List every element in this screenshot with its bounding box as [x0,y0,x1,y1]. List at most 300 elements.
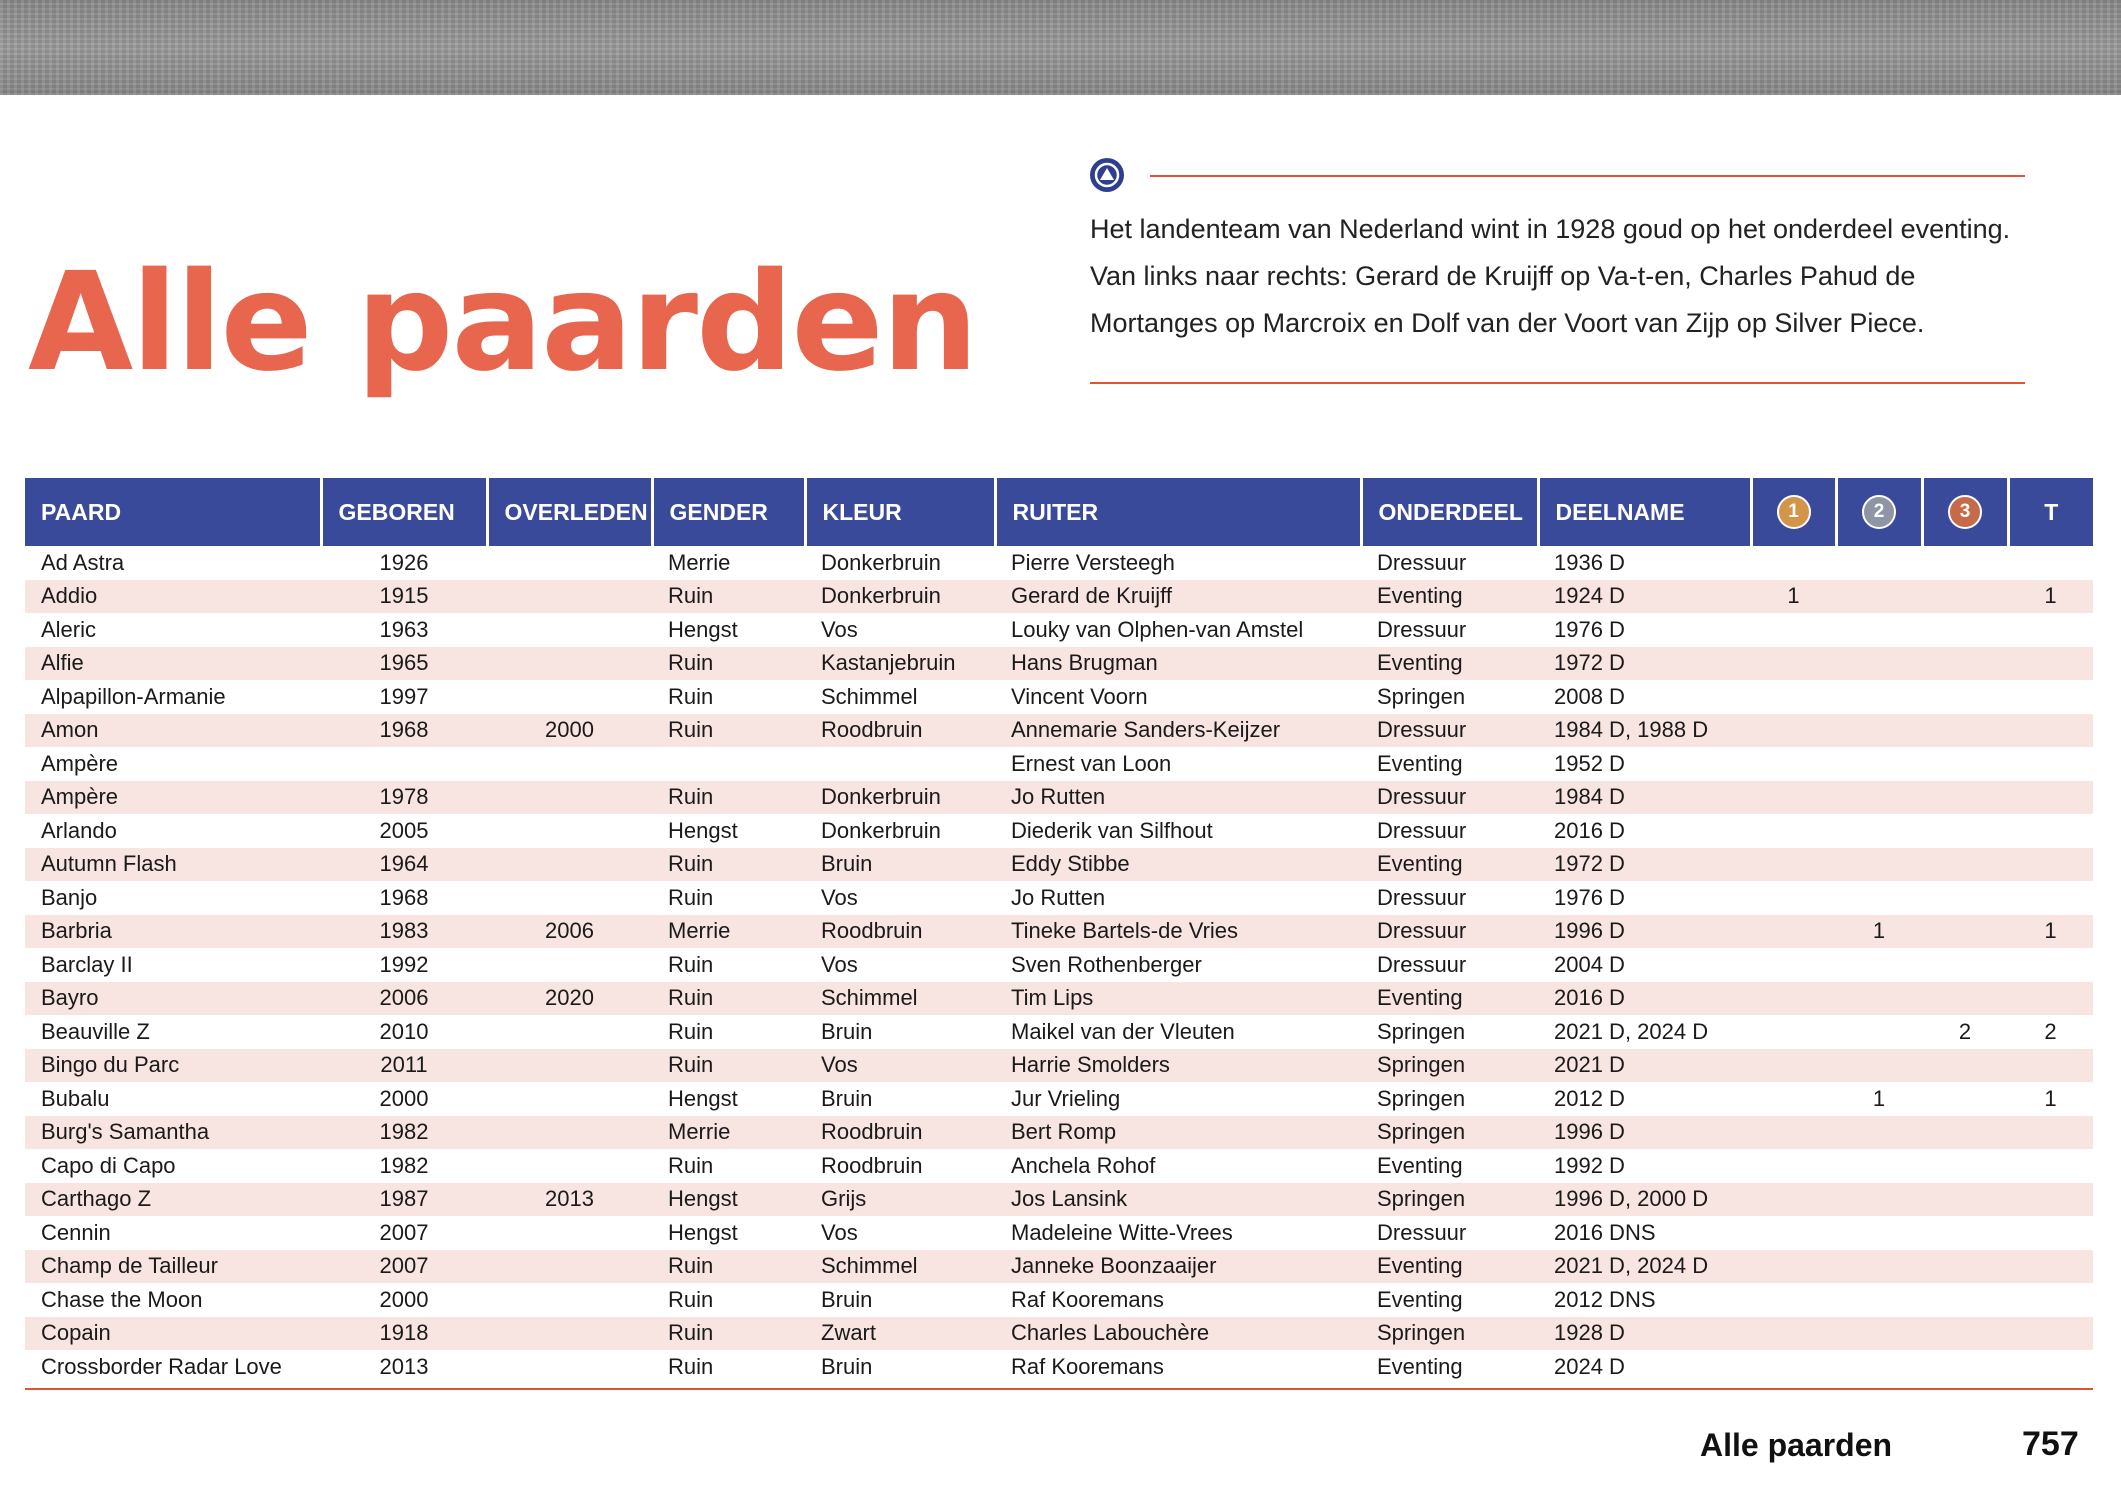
cell-gender: Ruin [668,683,714,709]
cell-ruiter: Janneke Boonzaaijer [995,1250,1361,1284]
cell-deelname: 1952 D [1554,750,1625,776]
table-row [25,781,2093,815]
cell-geboren: 1963 [379,616,429,642]
cell-totaal [2008,546,2093,580]
cell-ruiter: Gerard de Kruijff [995,580,1361,614]
cell-kleur: Zwart [805,1317,995,1351]
cell-brons [1922,647,2008,681]
footer-section-label: Alle paarden [1700,1427,1893,1463]
cell-geboren: 1968 [379,884,429,910]
cell-kleur: Roodbruin [821,1152,923,1178]
cell-kleur: Bruin [821,1085,873,1111]
cell-brons [1922,1183,2008,1217]
cell-paard: Alfie [25,647,321,681]
cell-totaal: 1 [2044,1085,2057,1111]
cell-paard: Carthago Z [25,1183,321,1217]
cell-kleur: Vos [805,1049,995,1083]
cell-goud [1751,948,1836,982]
cell-geboren: 1978 [321,781,487,815]
cell-ruiter: Pierre Versteegh [1011,549,1175,575]
cell-onderdeel: Springen [1377,683,1466,709]
cell-overleden [487,613,652,647]
cell-zilver [1836,647,1922,681]
cell-ruiter: Maikel van der Vleuten [1011,1018,1235,1044]
cell-kleur: Bruin [821,1018,873,1044]
cell-deelname: 1976 D [1554,884,1625,910]
cell-brons [1922,1216,2008,1250]
cell-zilver [1836,613,1922,647]
cell-onderdeel: Springen [1361,1317,1538,1351]
cell-brons [1922,948,2008,982]
cell-deelname: 2012 DNS [1554,1286,1656,1312]
cell-brons [1922,1149,2008,1183]
caption-rule-top [1150,175,2025,177]
cell-goud [1751,1116,1836,1150]
cell-zilver [1836,1015,1922,1049]
cell-onderdeel: Dressuur [1377,1219,1467,1245]
cell-ruiter: Ernest van Loon [1011,750,1172,776]
cell-overleden [487,1149,652,1183]
table-row [25,1216,2093,1250]
cell-goud [1751,714,1836,748]
cell-brons [1922,1082,2008,1116]
table-row [25,546,2093,580]
table-row [25,714,2093,748]
cell-gender: Merrie [652,915,805,949]
cell-onderdeel: Eventing [1361,982,1538,1016]
cell-geboren: 1982 [379,1152,429,1178]
cell-gender: Hengst [668,817,738,843]
cell-overleden [487,814,652,848]
horses-table [25,478,2093,1384]
cell-paard: Addio [25,580,321,614]
cell-overleden [487,1116,652,1150]
cell-kleur: Vos [821,951,858,977]
header-total: T [2008,478,2093,546]
page-number: 757 [2022,1425,2079,1463]
cell-geboren: 1915 [321,580,487,614]
cell-onderdeel: Dressuur [1361,781,1538,815]
cell-paard: Cennin [41,1219,111,1245]
header-gold-medal [1751,478,1836,546]
cell-brons [1922,1350,2008,1384]
cell-kleur: Donkerbruin [805,781,995,815]
cell-onderdeel: Dressuur [1361,915,1538,949]
cell-totaal [2008,848,2093,882]
cell-geboren: 1918 [321,1317,487,1351]
table-row [25,1250,2093,1284]
cell-gender: Hengst [652,1183,805,1217]
cell-overleden [487,1250,652,1284]
table-row [25,1283,2093,1317]
table-row [25,881,2093,915]
cell-totaal: 2 [2044,1018,2057,1044]
cell-ruiter: Tineke Bartels-de Vries [995,915,1361,949]
table-row [25,1082,2093,1116]
cell-paard: Burg's Samantha [25,1116,321,1150]
table-header-row [25,478,2093,546]
cell-totaal [2008,1049,2093,1083]
cell-kleur: Schimmel [805,1250,995,1284]
cell-paard: Bubalu [41,1085,110,1111]
cell-ruiter: Raf Kooremans [1011,1353,1164,1379]
table-row [25,580,2093,614]
cell-onderdeel: Springen [1361,1183,1538,1217]
cell-zilver [1836,747,1922,781]
cell-deelname: 1976 D [1554,616,1625,642]
cell-goud [1751,647,1836,681]
cell-deelname: 1996 D [1538,915,1751,949]
cell-paard: Crossborder Radar Love [41,1353,282,1379]
cell-brons [1922,1317,2008,1351]
cell-overleden [487,1317,652,1351]
cell-totaal [2008,1216,2093,1250]
cell-overleden [487,948,652,982]
cell-brons [1922,1283,2008,1317]
cell-onderdeel: Dressuur [1377,616,1467,642]
cell-kleur: Schimmel [805,982,995,1016]
photo-caption: Het landenteam van Nederland wint in 1928 goud op het onderdeel eventing. Van links naar rechts: Gerard de Kruijff op Va-t-en, Charles Pahud de Mortanges op Marcroix en Dolf van der Voort van Zijp op Silver Piece. [1090,214,2011,338]
cell-deelname: 2008 D [1554,683,1625,709]
cell-paard: Arlando [41,817,117,843]
cell-gender: Ruin [668,951,714,977]
cell-gender: Ruin [652,714,805,748]
cell-zilver [1836,1183,1922,1217]
table-row [25,647,2093,681]
table-bottom-rule [25,1388,2093,1390]
cell-deelname: 1972 D [1538,848,1751,882]
cell-gender: Ruin [652,1250,805,1284]
cell-onderdeel: Eventing [1361,1250,1538,1284]
photo-strip [0,0,2121,95]
cell-totaal [2008,613,2093,647]
cell-gender: Ruin [668,884,714,910]
cell-totaal [2008,948,2093,982]
cell-ruiter: Charles Labouchère [995,1317,1361,1351]
cell-onderdeel: Springen [1377,1085,1466,1111]
cell-totaal [2008,1183,2093,1217]
header-geboren: GEBOREN [321,478,487,546]
cell-goud [1751,1317,1836,1351]
triangle-in-circle-icon [1090,158,1124,192]
cell-brons [1922,1116,2008,1150]
cell-goud [1751,1183,1836,1217]
cell-goud [1751,848,1836,882]
cell-gender: Ruin [668,1152,714,1178]
cell-goud [1751,982,1836,1016]
cell-brons: 2 [1958,1018,1972,1044]
header-paard: PAARD [25,478,321,546]
cell-zilver [1836,546,1922,580]
cell-gender: Ruin [652,647,805,681]
cell-kleur: Schimmel [821,683,918,709]
cell-gender [652,747,805,781]
cell-goud [1751,1283,1836,1317]
cell-paard: Copain [25,1317,321,1351]
cell-ruiter: Tim Lips [995,982,1361,1016]
cell-gender: Hengst [668,1219,738,1245]
table-row [25,1317,2093,1351]
cell-gender: Merrie [668,549,731,575]
cell-totaal [2008,881,2093,915]
cell-gender: Merrie [652,1116,805,1150]
cell-totaal [2008,1317,2093,1351]
cell-goud [1751,1015,1836,1049]
cell-onderdeel: Dressuur [1377,884,1467,910]
cell-kleur: Bruin [821,1353,873,1379]
cell-overleden [487,1049,652,1083]
cell-paard: Ad Astra [41,549,125,575]
table-row [25,948,2093,982]
cell-brons [1922,580,2008,614]
table-row [25,1049,2093,1083]
cell-zilver [1836,1250,1922,1284]
table-row [25,1116,2093,1150]
cell-deelname: 2016 DNS [1554,1219,1656,1245]
cell-overleden [487,747,652,781]
header-gender: GENDER [652,478,805,546]
cell-gender: Ruin [668,1286,714,1312]
cell-geboren: 1983 [321,915,487,949]
cell-goud [1751,781,1836,815]
cell-geboren: 1968 [321,714,487,748]
cell-deelname: 2021 D, 2024 D [1554,1018,1709,1044]
cell-kleur: Donkerbruin [805,580,995,614]
cell-zilver [1836,948,1922,982]
cell-brons [1922,613,2008,647]
header-overleden: OVERLEDEN [487,478,652,546]
cell-overleden [487,1015,652,1049]
cell-paard: Barbria [25,915,321,949]
cell-brons [1922,982,2008,1016]
cell-brons [1922,680,2008,714]
cell-zilver: 1 [1836,915,1922,949]
cell-overleden [487,781,652,815]
cell-paard: Autumn Flash [25,848,321,882]
cell-ruiter: Anchela Rohof [1011,1152,1156,1178]
cell-onderdeel: Dressuur [1377,951,1467,977]
cell-overleden: 2020 [487,982,652,1016]
cell-overleden [487,680,652,714]
cell-deelname: 2012 D [1554,1085,1625,1111]
cell-paard: Banjo [41,884,98,910]
cell-goud [1751,1149,1836,1183]
gold-medal-icon: 1 [1777,495,1811,529]
cell-onderdeel: Eventing [1361,647,1538,681]
cell-deelname: 1996 D, 2000 D [1538,1183,1751,1217]
cell-goud [1751,1250,1836,1284]
cell-totaal: 1 [2008,915,2093,949]
cell-gender: Ruin [652,1049,805,1083]
cell-paard: Ampère [41,750,119,776]
cell-deelname: 1992 D [1554,1152,1625,1178]
table-row [25,1015,2093,1049]
cell-gender: Ruin [668,1353,714,1379]
cell-onderdeel: Eventing [1377,750,1463,776]
cell-kleur: Roodbruin [805,915,995,949]
cell-brons [1922,814,2008,848]
cell-geboren: 2006 [321,982,487,1016]
table-body [25,546,2093,1384]
cell-totaal [2008,647,2093,681]
cell-goud [1751,1049,1836,1083]
page-title: Alle paarden [28,244,977,402]
cell-ruiter: Jo Rutten [1011,884,1106,910]
cell-ruiter: Hans Brugman [995,647,1361,681]
cell-onderdeel: Eventing [1361,580,1538,614]
cell-goud [1751,613,1836,647]
cell-totaal [2008,680,2093,714]
cell-zilver [1836,1350,1922,1384]
cell-geboren: 2005 [379,817,429,843]
cell-totaal [2008,1283,2093,1317]
header-ruiter: RUITER [995,478,1361,546]
cell-kleur: Grijs [805,1183,995,1217]
cell-overleden [487,1350,652,1384]
cell-paard: Ampère [25,781,321,815]
cell-geboren: 1997 [379,683,429,709]
cell-brons [1922,881,2008,915]
cell-overleden [487,647,652,681]
cell-totaal [2008,714,2093,748]
cell-totaal [2008,1250,2093,1284]
cell-kleur: Donkerbruin [821,817,941,843]
cell-goud [1751,915,1836,949]
cell-geboren: 1987 [321,1183,487,1217]
cell-deelname: 2021 D [1538,1049,1751,1083]
cell-deelname: 1996 D [1538,1116,1751,1150]
cell-gender: Ruin [652,580,805,614]
cell-ruiter: Bert Romp [995,1116,1361,1150]
cell-goud [1751,1216,1836,1250]
cell-totaal: 1 [2008,580,2093,614]
cell-totaal [2008,1149,2093,1183]
header-kleur: KLEUR [805,478,995,546]
cell-deelname: 1928 D [1538,1317,1751,1351]
cell-gender: Ruin [652,1317,805,1351]
cell-totaal [2008,747,2093,781]
cell-zilver [1836,848,1922,882]
table-row [25,747,2093,781]
cell-ruiter: Harrie Smolders [995,1049,1361,1083]
cell-brons [1922,848,2008,882]
cell-overleden [487,881,652,915]
table-row [25,915,2093,949]
header-deelname: DEELNAME [1538,478,1751,546]
cell-paard: Barclay II [41,951,133,977]
cell-deelname: 2016 D [1554,817,1625,843]
cell-onderdeel: Eventing [1361,848,1538,882]
cell-gender: Ruin [668,1018,714,1044]
cell-onderdeel: Dressuur [1361,714,1538,748]
cell-overleden: 2000 [487,714,652,748]
table-row [25,680,2093,714]
cell-deelname: 1984 D, 1988 D [1538,714,1751,748]
cell-paard: Beauville Z [41,1018,150,1044]
cell-kleur: Kastanjebruin [805,647,995,681]
cell-geboren: 2011 [321,1049,487,1083]
cell-brons [1922,714,2008,748]
cell-ruiter: Vincent Voorn [1011,683,1148,709]
cell-totaal [2008,1350,2093,1384]
cell-goud [1751,546,1836,580]
cell-ruiter: Jur Vrieling [1011,1085,1121,1111]
cell-geboren: 2000 [379,1286,429,1312]
cell-geboren: 2007 [321,1250,487,1284]
header-onderdeel: ONDERDEEL [1361,478,1538,546]
cell-ruiter: Raf Kooremans [1011,1286,1164,1312]
cell-overleden [487,1216,652,1250]
cell-kleur: Vos [821,1219,858,1245]
cell-paard: Capo di Capo [41,1152,176,1178]
cell-gender: Ruin [652,781,805,815]
cell-zilver [1836,1116,1922,1150]
cell-zilver [1836,1216,1922,1250]
table-row [25,848,2093,882]
cell-deelname: 1936 D [1554,549,1625,575]
cell-overleden [487,580,652,614]
cell-geboren: 2010 [379,1018,429,1044]
cell-kleur: Bruin [821,1286,873,1312]
cell-deelname: 2024 D [1554,1353,1625,1379]
cell-overleden [487,546,652,580]
caption-rule-bottom [1090,382,2025,384]
cell-goud: 1 [1751,580,1836,614]
cell-brons [1922,1049,2008,1083]
cell-zilver [1836,1283,1922,1317]
cell-gender: Ruin [652,982,805,1016]
cell-onderdeel: Springen [1377,1018,1466,1044]
cell-overleden [487,1283,652,1317]
table-row [25,1149,2093,1183]
cell-paard: Bingo du Parc [25,1049,321,1083]
cell-paard: Amon [25,714,321,748]
bronze-medal-icon: 3 [1948,495,1982,529]
cell-kleur: Vos [821,616,858,642]
cell-ruiter: Sven Rothenberger [1011,951,1202,977]
cell-brons [1922,781,2008,815]
cell-goud [1751,747,1836,781]
table-row [25,613,2093,647]
cell-totaal [2008,781,2093,815]
cell-zilver [1836,714,1922,748]
cell-geboren: 1982 [321,1116,487,1150]
cell-ruiter: Madeleine Witte-Vrees [1011,1219,1233,1245]
table-row [25,982,2093,1016]
cell-deelname: 1924 D [1538,580,1751,614]
header-silver-medal [1836,478,1922,546]
cell-onderdeel: Springen [1361,1116,1538,1150]
table-row [25,814,2093,848]
cell-onderdeel: Eventing [1377,1286,1463,1312]
cell-zilver [1836,580,1922,614]
cell-paard: Alpapillon-Armanie [41,683,226,709]
cell-zilver [1836,781,1922,815]
cell-onderdeel: Eventing [1377,1152,1463,1178]
cell-goud [1751,814,1836,848]
cell-zilver: 1 [1872,1085,1886,1111]
cell-goud [1751,1082,1836,1116]
cell-geboren: 1964 [321,848,487,882]
cell-zilver [1836,1149,1922,1183]
cell-brons [1922,915,2008,949]
cell-zilver [1836,1049,1922,1083]
cell-geboren [321,747,487,781]
cell-gender: Hengst [668,616,738,642]
cell-paard: Chase the Moon [41,1286,203,1312]
cell-goud [1751,1350,1836,1384]
cell-onderdeel: Dressuur [1377,817,1467,843]
